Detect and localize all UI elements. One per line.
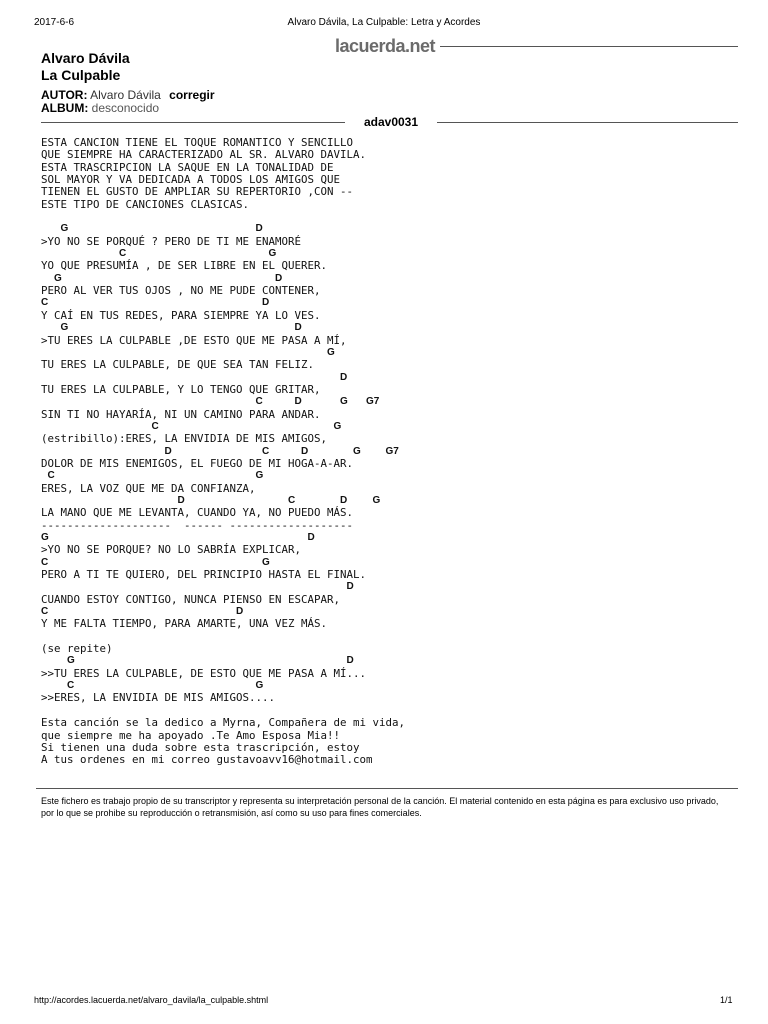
chord-line xyxy=(41,322,405,334)
chord-c[interactable]: C xyxy=(41,606,49,618)
chord-d[interactable]: D xyxy=(262,297,270,309)
lyric-line: PERO A TI TE QUIERO, DEL PRINCIPIO HASTA EL FINAL. xyxy=(41,568,367,582)
chord-g[interactable]: G xyxy=(268,248,277,260)
chord-line xyxy=(41,655,405,667)
lyric-line: (estribillo):ERES, LA ENVIDIA DE MIS AMIGOS, xyxy=(41,432,328,446)
site-logo[interactable]: lacuerda.net xyxy=(335,36,436,56)
song-title: La Culpable xyxy=(41,67,121,83)
chord-g[interactable]: G xyxy=(372,494,381,506)
chord-g[interactable]: G xyxy=(255,680,264,692)
lyric-line: SOL MAYOR Y VA DEDICADA A TODOS LOS AMIGOS QUE xyxy=(41,173,341,187)
chord-c[interactable]: C xyxy=(151,420,159,432)
chord-d[interactable]: D xyxy=(294,322,302,334)
lyric-line: >YO NO SE PORQUE? NO LO SABRÍA EXPLICAR, xyxy=(41,543,302,557)
chord-d[interactable]: D xyxy=(340,371,348,383)
lyric-line: TU ERES LA CULPABLE, Y LO TENGO QUE GRITAR, xyxy=(41,382,321,396)
lyric-line: QUE SIEMPRE HA CARACTERIZADO AL SR. ALVARO DAVILA. xyxy=(41,148,367,162)
lyric-line: PERO AL VER TUS OJOS , NO ME PUDE CONTENER, xyxy=(41,284,321,298)
chord-g[interactable]: G xyxy=(60,322,69,334)
lyric-line: ESTA CANCION TIENE EL TOQUE ROMANTICO Y SENCILLO xyxy=(41,136,354,149)
chord-d[interactable]: D xyxy=(346,581,354,593)
chord-g[interactable]: G xyxy=(333,420,342,432)
lyric-line: ERES, LA VOZ QUE ME DA CONFIANZA, xyxy=(41,481,256,495)
lyric-line: que siempre me ha apoyado .Te Amo Esposa Mia!! xyxy=(41,728,341,742)
header-divider xyxy=(440,46,738,47)
lyric-line: A tus ordenes en mi correo gustavoavv16@hotmail.com xyxy=(41,753,373,767)
lyric-line: >TU ERES LA CULPABLE ,DE ESTO QUE ME PASA A MÍ, xyxy=(41,333,347,347)
chord-c[interactable]: C xyxy=(41,556,49,568)
chord-g[interactable]: G xyxy=(54,272,62,284)
chord-d[interactable]: D xyxy=(255,223,263,235)
lyric-line: Y ME FALTA TIEMPO, PARA AMARTE, UNA VEZ MÁS. xyxy=(41,617,328,631)
chord-g[interactable]: G xyxy=(60,223,69,235)
chord-line xyxy=(41,470,405,482)
lyric-line: ESTE TIPO DE CANCIONES CLASICAS. xyxy=(41,197,250,211)
lyric-line: >>ERES, LA ENVIDIA DE MIS AMIGOS.... xyxy=(41,691,276,705)
chord-d[interactable]: D xyxy=(340,494,348,506)
chord-d[interactable]: D xyxy=(177,494,185,506)
album-label: ALBUM: xyxy=(41,101,89,115)
chord-g[interactable]: G xyxy=(327,346,335,358)
chord-g[interactable]: G xyxy=(41,532,49,543)
chord-g[interactable]: G xyxy=(67,655,75,667)
chord-g7[interactable]: G7 xyxy=(385,445,399,457)
chord-line xyxy=(41,581,405,593)
chord-c[interactable]: C xyxy=(67,680,75,692)
lyric-line: (se repite) xyxy=(41,642,113,656)
footer-divider xyxy=(36,788,738,789)
chord-c[interactable]: C xyxy=(262,445,270,457)
lyric-line: TU ERES LA CULPABLE, DE QUE SEA TAN FELIZ. xyxy=(41,358,315,372)
chord-c[interactable]: C xyxy=(288,494,296,506)
chord-line xyxy=(41,396,405,408)
chord-d[interactable]: D xyxy=(307,532,315,543)
chord-d[interactable]: D xyxy=(346,655,354,667)
chord-d[interactable]: D xyxy=(294,396,302,408)
lyric-line: CUANDO ESTOY CONTIGO, NUNCA PIENSO EN ESCAPAR, xyxy=(41,592,341,606)
album-value: desconocido xyxy=(91,101,160,115)
chord-c[interactable]: C xyxy=(119,248,127,260)
chord-d[interactable]: D xyxy=(301,445,309,457)
chord-d[interactable]: D xyxy=(236,606,244,618)
lyric-line: YO QUE PRESUMÍA , DE SER LIBRE EN EL QUERER. xyxy=(41,259,328,273)
chord-c[interactable]: C xyxy=(255,396,263,408)
autor-row xyxy=(41,88,215,102)
chord-g7[interactable]: G7 xyxy=(366,396,380,408)
lyric-line: Esta canción se la dedico a Myrna, Compañera de mi vida, xyxy=(41,716,406,730)
page-number: 1/1 xyxy=(720,995,733,1005)
album-row xyxy=(41,101,159,115)
corregir-link[interactable]: corregir xyxy=(169,88,215,102)
code-divider-right xyxy=(437,122,738,123)
lyric-line: ESTA TRASCRIPCION LA SAQUE EN LA TONALIDAD DE xyxy=(41,160,334,174)
lyric-line: Y CAÍ EN TUS REDES, PARA SIEMPRE YA LO VES. xyxy=(41,308,321,322)
chord-g[interactable]: G xyxy=(353,445,361,457)
lyric-line: Si tienen una duda sobre esta trascripción, estoy xyxy=(41,740,360,754)
chord-c[interactable]: C xyxy=(41,297,49,309)
autor-label: AUTOR: xyxy=(41,88,88,102)
print-url: http://acordes.lacuerda.net/alvaro_davila/la_culpable.shtml xyxy=(34,995,269,1005)
lyric-line xyxy=(41,211,405,223)
chord-line xyxy=(41,297,405,309)
chord-g[interactable]: G xyxy=(262,556,270,568)
lyric-line: >YO NO SE PORQUÉ ? PERO DE TI ME ENAMORÉ xyxy=(41,234,302,248)
chord-g[interactable]: G xyxy=(340,396,348,408)
code-divider-left xyxy=(41,122,345,123)
lyric-line: SIN TI NO HAYARÍA, NI UN CAMINO PARA ANDAR. xyxy=(41,407,321,421)
chord-d[interactable]: D xyxy=(164,445,172,457)
lyrics-block xyxy=(41,137,405,767)
lyric-line: -------------------- ------ ------------------- xyxy=(41,518,354,532)
chord-g[interactable]: G xyxy=(255,470,264,482)
chord-line xyxy=(41,223,405,235)
lyric-line: DOLOR DE MIS ENEMIGOS, EL FUEGO DE MI HOGA-A-AR. xyxy=(41,456,354,470)
lyric-line: LA MANO QUE ME LEVANTA, CUANDO YA, NO PUEDO MÁS. xyxy=(41,506,354,520)
chord-c[interactable]: C xyxy=(47,470,55,482)
lyric-line: TIENEN EL GUSTO DE AMPLIAR SU REPERTORIO ,CON -- xyxy=(41,185,354,199)
print-page-title: Alvaro Dávila, La Culpable: Letra y Acordes xyxy=(287,17,481,28)
artist-name: Alvaro Dávila xyxy=(41,50,130,66)
lyric-line: >>TU ERES LA CULPABLE, DE ESTO QUE ME PASA A MÍ... xyxy=(41,666,367,680)
autor-value[interactable]: Alvaro Dávila xyxy=(90,88,161,102)
disclaimer-text: Este fichero es trabajo propio de su transcriptor y representa su interpretación personal de la canción. El material contenido en esta página es para exclusivo uso privado, por lo que se prohibe su reproducción o retransmisión, así como su uso para fines comerciales. xyxy=(41,796,719,818)
chord-d[interactable]: D xyxy=(275,272,283,284)
print-date: 2017-6-6 xyxy=(34,17,75,28)
transcription-code: adav0031 xyxy=(363,115,419,129)
